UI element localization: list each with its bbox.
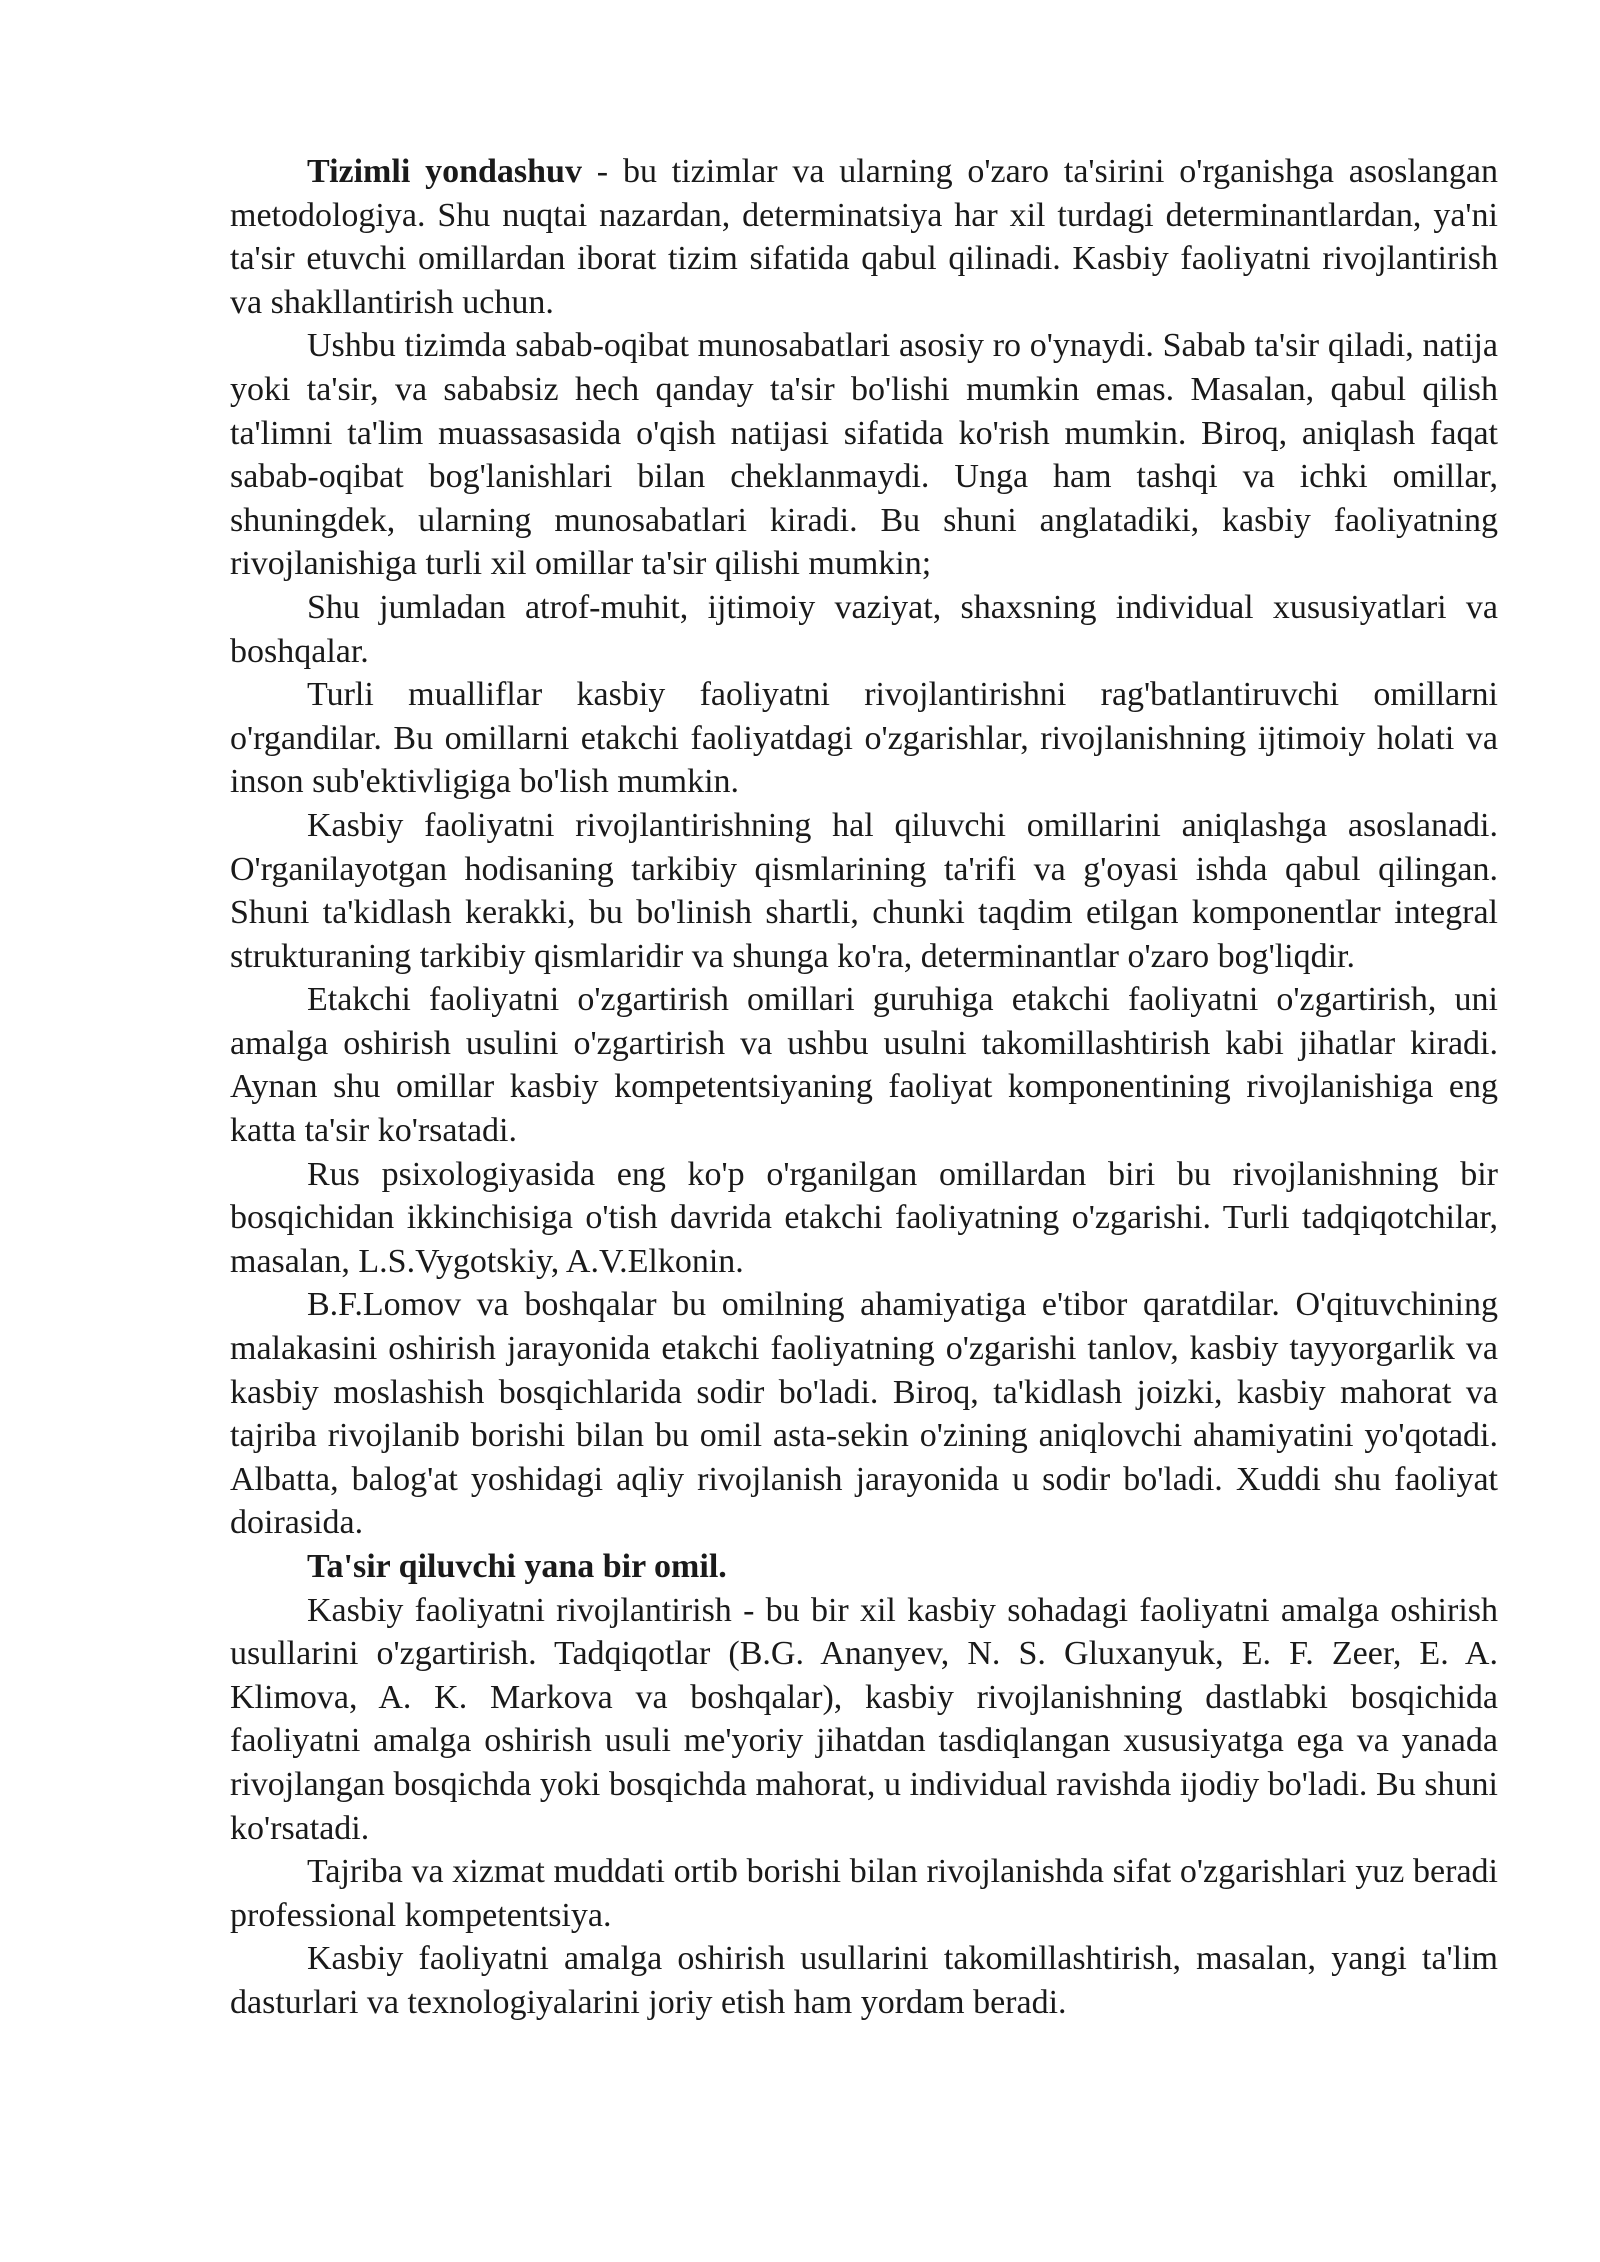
paragraph-intro-text: - bu tizimlar va ularning o'zaro ta'sirini o'rganishga asoslangan metodologiya. Shu nuqtai nazardan, determinatsiya har xil turdagi determinantlardan, ya'ni ta'sir etuvchi omillardan iborat tizim sifatida qabul qilinadi. Kasbiy faoliyatni rivojlantirish va shakllantirish uchun.: [230, 153, 1498, 321]
paragraph-8: B.F.Lomov va boshqalar bu omilning ahamiyatiga e'tibor qaratdilar. O'qituvchining malakasini oshirish jarayonida etakchi faoliyatning o'zgarishi tanlov, kasbiy tayyorgarlik va kasbiy moslashish bosqichlarida sodir bo'ladi. Biroq, ta'kidlash joizki, kasbiy mahorat va tajriba rivojlanib borishi bilan bu omil asta-sekin o'zining aniqlovchi ahamiyatini yo'qotadi. Albatta, balog'at yoshidagi aqliy rivojlanish jarayonida u sodir bo'ladi. Xuddi shu faoliyat doirasida.: [230, 1286, 1498, 1542]
paragraph-7: Rus psixologiyasida eng ko'p o'rganilgan omillardan biri bu rivojlanishning bir bosqichidan ikkinchisiga o'tish davrida etakchi faoliyatning o'zgarishi. Turli tadqiqotchilar, masalan, L.S.Vygotskiy, A.V.Elkonin.: [230, 1155, 1498, 1280]
paragraph-2: Ushbu tizimda sabab-oqibat munosabatlari asosiy ro o'ynaydi. Sabab ta'sir qiladi, natija yoki ta'sir, va sababsiz hech qanday ta'sir bo'lishi mumkin emas. Masalan, qabul qilish ta'limni ta'lim muassasasida o'qish natijasi sifatida ko'rish mumkin. Biroq, aniqlash faqat sabab-oqibat bog'lanishlari bilan cheklanmaydi. Unga ham tashqi va ichki omillar, shuningdek, ularning munosabatlari kiradi. Bu shuni anglatadiki, kasbiy faoliyatning rivojlanishiga turli xil omillar ta'sir qilishi mumkin;: [230, 327, 1498, 583]
paragraph-intro: [230, 150, 1498, 324]
paragraph-10: Tajriba va xizmat muddati ortib borishi bilan rivojlanishda sifat o'zgarishlari yuz beradi professional kompetentsiya.: [230, 1853, 1498, 1934]
document-page: [230, 150, 1498, 2025]
paragraph-11: Kasbiy faoliyatni amalga oshirish usullarini takomillashtirish, masalan, yangi ta'lim dasturlari va texnologiyalarini joriy etish ham yordam beradi.: [230, 1940, 1498, 2021]
paragraph-4: Turli mualliflar kasbiy faoliyatni rivojlantirishni rag'batlantiruvchi omillarni o'rgandilar. Bu omillarni etakchi faoliyatdagi o'zgarishlar, rivojlanishning ijtimoiy holati va inson sub'ektivligiga bo'lish mumkin.: [230, 676, 1498, 801]
section-heading: Ta'sir qiluvchi yana bir omil.: [307, 1548, 727, 1585]
term-heading: Tizimli yondashuv: [307, 153, 582, 190]
paragraph-6: Etakchi faoliyatni o'zgartirish omillari guruhiga etakchi faoliyatni o'zgartirish, uni amalga oshirish usulini o'zgartirish va ushbu usulni takomillashtirish kabi jihatlar kiradi. Aynan shu omillar kasbiy kompetentsiyaning faoliyat komponentining rivojlanishiga eng katta ta'sir ko'rsatadi.: [230, 981, 1498, 1150]
paragraph-9: Kasbiy faoliyatni rivojlantirish - bu bir xil kasbiy sohadagi faoliyatni amalga oshirish usullarini o'zgartirish. Tadqiqotlar (B.G. Ananyev, N. S. Gluxanyuk, E. F. Zeer, E. A. Klimova, A. K. Markova va boshqalar), kasbiy rivojlanishning dastlabki bosqichida faoliyatni amalga oshirish usuli me'yoriy jihatdan tasdiqlangan xususiyatga ega va yanada rivojlangan bosqichda yoki bosqichda mahorat, u individual ravishda ijodiy bo'ladi. Bu shuni ko'rsatadi.: [230, 1591, 1498, 1847]
paragraph-5: Kasbiy faoliyatni rivojlantirishning hal qiluvchi omillarini aniqlashga asoslanadi. O'rganilayotgan hodisaning tarkibiy qismlarining ta'rifi va g'oyasi ishda qabul qilingan. Shuni ta'kidlash kerakki, bu bo'linish shartli, chunki taqdim etilgan komponentlar integral strukturaning tarkibiy qismlaridir va shunga ko'ra, determinantlar o'zaro bog'liqdir.: [230, 806, 1498, 975]
paragraph-3: Shu jumladan atrof-muhit, ijtimoiy vaziyat, shaxsning individual xususiyatlari va boshqalar.: [230, 588, 1498, 670]
